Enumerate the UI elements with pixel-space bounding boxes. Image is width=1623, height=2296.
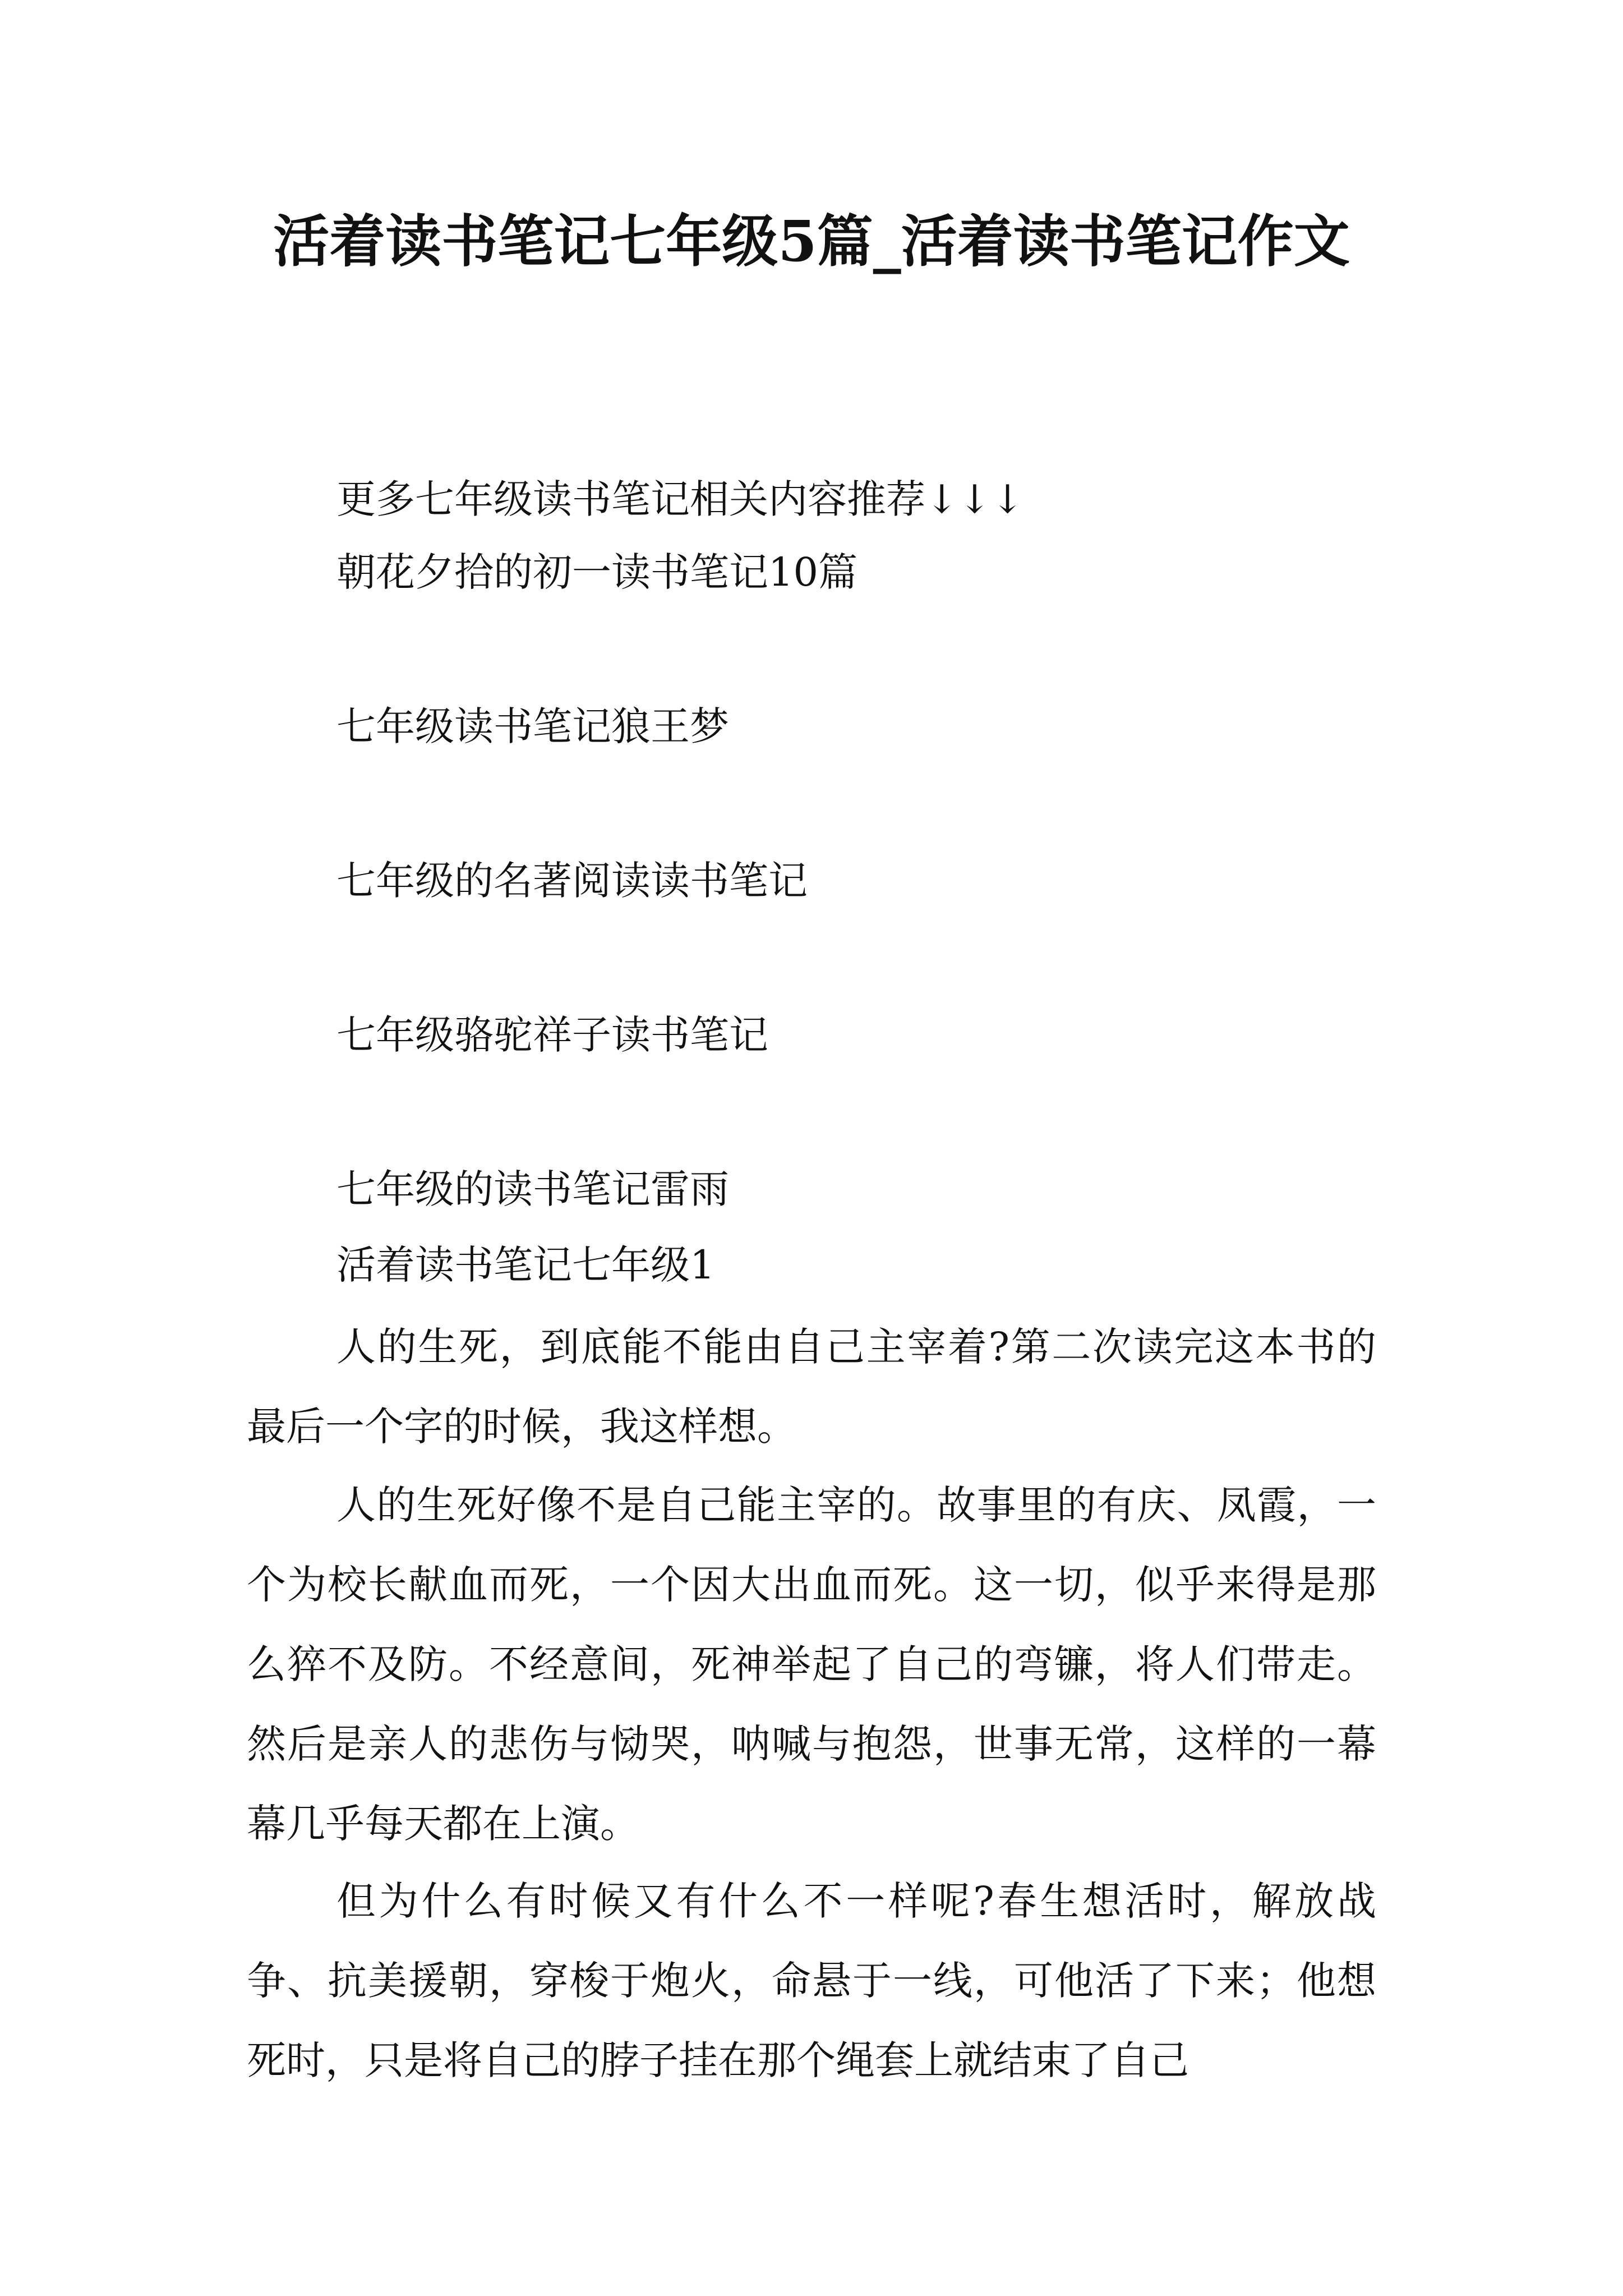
- recommend-link-1[interactable]: 朝花夕拾的初一读书笔记10篇: [336, 549, 858, 595]
- recommend-link-2[interactable]: 七年级读书笔记狼王梦: [336, 703, 729, 749]
- paragraph-3: 但为什么有时候又有什么不一样呢?春生想活时，解放战争、抗美援朝，穿梭于炮火，命悬于一线，可他活了下来；他想死时，只是将自己的脖子挂在那个绳套上就结束了自己: [247, 1878, 1376, 2083]
- recommend-link-5[interactable]: 七年级的读书笔记雷雨: [336, 1166, 729, 1212]
- section-heading: 活着读书笔记七年级1: [336, 1242, 715, 1288]
- recommend-link-4[interactable]: 七年级骆驼祥子读书笔记: [336, 1012, 768, 1058]
- recommend-header: 更多七年级读书笔记相关内容推荐↓↓↓: [336, 476, 1024, 522]
- document-title: 活着读书笔记七年级5篇_活着读书笔记作文: [273, 208, 1350, 274]
- paragraph-1: 人的生死，到底能不能由自己主宰着?第二次读完这本书的最后一个字的时候，我这样想。: [247, 1324, 1376, 1450]
- paragraph-2: 人的生死好像不是自己能主宰的。故事里的有庆、凤霞，一个为校长献血而死，一个因大出血而死。这一切，似乎来得是那么猝不及防。不经意间，死神举起了自己的弯镰，将人们带走。然后是亲人的悲伤与恸哭，呐喊与抱怨，世事无常，这样的一幕幕几乎每天都在上演。: [247, 1482, 1376, 1847]
- recommend-link-3[interactable]: 七年级的名著阅读读书笔记: [336, 858, 808, 904]
